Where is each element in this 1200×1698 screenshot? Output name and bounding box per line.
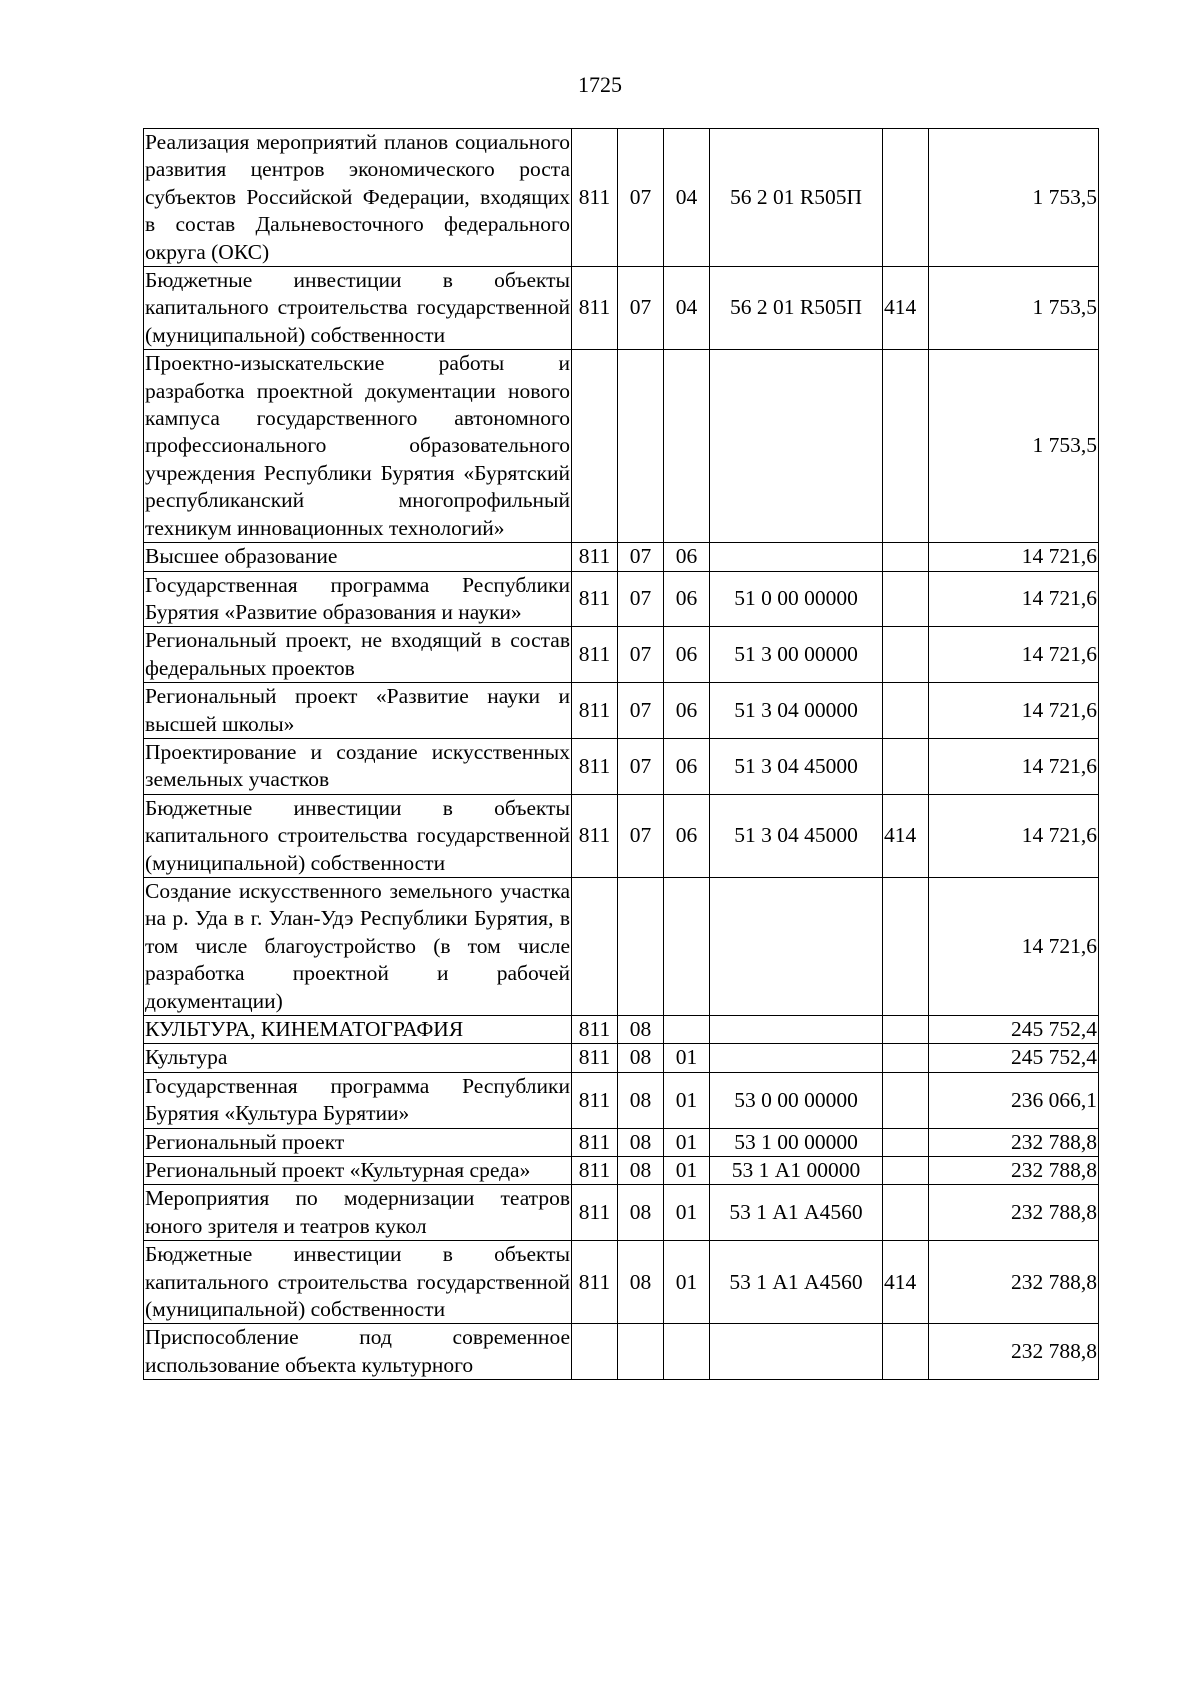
table-row <box>144 1044 1099 1072</box>
table-row <box>144 350 1099 543</box>
gr-code-cell: 811 <box>572 794 618 877</box>
pr-code-cell: 06 <box>664 543 710 571</box>
pr-code-cell: 01 <box>664 1185 710 1241</box>
csr-code-cell: 56 2 01 R505П <box>710 129 883 267</box>
vr-code-cell <box>883 1185 929 1241</box>
rz-code-cell: 07 <box>618 543 664 571</box>
table-row <box>144 1072 1099 1128</box>
csr-code-cell <box>710 877 883 1015</box>
vr-code-cell: 414 <box>883 267 929 350</box>
csr-code-cell: 53 1 А1 00000 <box>710 1157 883 1185</box>
csr-code-cell: 53 0 00 00000 <box>710 1072 883 1128</box>
item-name-cell: Проектирование и создание искусственных земельных участков <box>144 738 572 794</box>
vr-code-cell <box>883 877 929 1015</box>
vr-code-cell: 414 <box>883 794 929 877</box>
rz-code-cell: 07 <box>618 794 664 877</box>
pr-code-cell <box>664 1324 710 1380</box>
csr-code-cell: 53 1 А1 А4560 <box>710 1185 883 1241</box>
vr-code-cell <box>883 350 929 543</box>
rz-code-cell: 08 <box>618 1072 664 1128</box>
amount-cell: 14 721,6 <box>929 683 1099 739</box>
item-name-cell: Бюджетные инвестиции в объекты капитального строительства государственной (муниципальной) собственности <box>144 794 572 877</box>
amount-cell: 14 721,6 <box>929 794 1099 877</box>
csr-code-cell: 53 1 00 00000 <box>710 1128 883 1156</box>
item-name-cell: Региональный проект <box>144 1128 572 1156</box>
page-number: 1725 <box>578 72 622 97</box>
pr-code-cell: 01 <box>664 1044 710 1072</box>
csr-code-cell <box>710 350 883 543</box>
table-row <box>144 1128 1099 1156</box>
gr-code-cell: 811 <box>572 738 618 794</box>
gr-code-cell <box>572 350 618 543</box>
amount-cell: 232 788,8 <box>929 1185 1099 1241</box>
csr-code-cell <box>710 543 883 571</box>
pr-code-cell: 06 <box>664 571 710 627</box>
table-row <box>144 1241 1099 1324</box>
gr-code-cell: 811 <box>572 129 618 267</box>
gr-code-cell: 811 <box>572 1185 618 1241</box>
amount-cell: 1 753,5 <box>929 267 1099 350</box>
item-name-cell: Создание искусственного земельного участка на р. Уда в г. Улан-Удэ Республики Бурятия, в том числе благоустройство (в том числе разработка проектной и рабочей документации) <box>144 877 572 1015</box>
rz-code-cell: 07 <box>618 129 664 267</box>
budget-table-body <box>144 129 1099 1380</box>
item-name-cell: Бюджетные инвестиции в объекты капитального строительства государственной (муниципальной) собственности <box>144 1241 572 1324</box>
csr-code-cell: 51 3 00 00000 <box>710 627 883 683</box>
amount-cell: 14 721,6 <box>929 877 1099 1015</box>
table-row <box>144 543 1099 571</box>
pr-code-cell: 06 <box>664 627 710 683</box>
gr-code-cell: 811 <box>572 1072 618 1128</box>
pr-code-cell: 01 <box>664 1157 710 1185</box>
amount-cell: 245 752,4 <box>929 1044 1099 1072</box>
item-name-cell: Мероприятия по модернизации театров юного зрителя и театров кукол <box>144 1185 572 1241</box>
item-name-cell: Проектно-изыскательские работы и разработка проектной документации нового кампуса государственного автономного профессионального образовательного учреждения Республики Бурятия «Бурятский республиканский многопрофильный техникум инновационных технологий» <box>144 350 572 543</box>
csr-code-cell: 51 0 00 00000 <box>710 571 883 627</box>
amount-cell: 14 721,6 <box>929 627 1099 683</box>
rz-code-cell: 08 <box>618 1241 664 1324</box>
table-row <box>144 1185 1099 1241</box>
budget-table <box>143 128 1099 1380</box>
gr-code-cell <box>572 1324 618 1380</box>
rz-code-cell: 08 <box>618 1016 664 1044</box>
pr-code-cell: 04 <box>664 129 710 267</box>
pr-code-cell: 06 <box>664 738 710 794</box>
rz-code-cell: 08 <box>618 1128 664 1156</box>
rz-code-cell: 08 <box>618 1185 664 1241</box>
pr-code-cell <box>664 1016 710 1044</box>
rz-code-cell <box>618 877 664 1015</box>
table-row <box>144 129 1099 267</box>
csr-code-cell: 51 3 04 45000 <box>710 794 883 877</box>
amount-cell: 14 721,6 <box>929 571 1099 627</box>
table-row <box>144 1324 1099 1380</box>
csr-code-cell <box>710 1016 883 1044</box>
amount-cell: 1 753,5 <box>929 350 1099 543</box>
pr-code-cell: 06 <box>664 683 710 739</box>
csr-code-cell <box>710 1324 883 1380</box>
pr-code-cell: 06 <box>664 794 710 877</box>
rz-code-cell: 07 <box>618 627 664 683</box>
table-row <box>144 627 1099 683</box>
pr-code-cell <box>664 877 710 1015</box>
csr-code-cell <box>710 1044 883 1072</box>
rz-code-cell: 07 <box>618 683 664 739</box>
item-name-cell: Культура <box>144 1044 572 1072</box>
item-name-cell: Региональный проект «Культурная среда» <box>144 1157 572 1185</box>
pr-code-cell: 01 <box>664 1128 710 1156</box>
amount-cell: 245 752,4 <box>929 1016 1099 1044</box>
gr-code-cell: 811 <box>572 683 618 739</box>
amount-cell: 236 066,1 <box>929 1072 1099 1128</box>
rz-code-cell <box>618 1324 664 1380</box>
item-name-cell: Реализация мероприятий планов социального развития центров экономического роста субъектов Российской Федерации, входящих в состав Дальневосточного федерального округа (ОКС) <box>144 129 572 267</box>
rz-code-cell: 07 <box>618 571 664 627</box>
table-row <box>144 571 1099 627</box>
vr-code-cell <box>883 129 929 267</box>
gr-code-cell: 811 <box>572 1128 618 1156</box>
vr-code-cell: 414 <box>883 1241 929 1324</box>
csr-code-cell: 53 1 А1 А4560 <box>710 1241 883 1324</box>
gr-code-cell: 811 <box>572 1016 618 1044</box>
rz-code-cell <box>618 350 664 543</box>
gr-code-cell: 811 <box>572 1241 618 1324</box>
amount-cell: 1 753,5 <box>929 129 1099 267</box>
item-name-cell: Бюджетные инвестиции в объекты капитального строительства государственной (муниципальной) собственности <box>144 267 572 350</box>
vr-code-cell <box>883 1324 929 1380</box>
table-row <box>144 267 1099 350</box>
amount-cell: 232 788,8 <box>929 1324 1099 1380</box>
gr-code-cell: 811 <box>572 1044 618 1072</box>
item-name-cell: КУЛЬТУРА, КИНЕМАТОГРАФИЯ <box>144 1016 572 1044</box>
amount-cell: 14 721,6 <box>929 543 1099 571</box>
csr-code-cell: 51 3 04 00000 <box>710 683 883 739</box>
item-name-cell: Государственная программа Республики Бурятия «Развитие образования и науки» <box>144 571 572 627</box>
amount-cell: 232 788,8 <box>929 1241 1099 1324</box>
item-name-cell: Региональный проект «Развитие науки и высшей школы» <box>144 683 572 739</box>
vr-code-cell <box>883 1016 929 1044</box>
gr-code-cell: 811 <box>572 543 618 571</box>
table-row <box>144 738 1099 794</box>
table-row <box>144 877 1099 1015</box>
vr-code-cell <box>883 627 929 683</box>
csr-code-cell: 51 3 04 45000 <box>710 738 883 794</box>
vr-code-cell <box>883 543 929 571</box>
vr-code-cell <box>883 1157 929 1185</box>
gr-code-cell: 811 <box>572 267 618 350</box>
csr-code-cell: 56 2 01 R505П <box>710 267 883 350</box>
rz-code-cell: 08 <box>618 1044 664 1072</box>
table-row <box>144 794 1099 877</box>
vr-code-cell <box>883 683 929 739</box>
amount-cell: 14 721,6 <box>929 738 1099 794</box>
gr-code-cell: 811 <box>572 571 618 627</box>
gr-code-cell <box>572 877 618 1015</box>
item-name-cell: Высшее образование <box>144 543 572 571</box>
vr-code-cell <box>883 571 929 627</box>
table-row <box>144 1157 1099 1185</box>
pr-code-cell: 01 <box>664 1241 710 1324</box>
vr-code-cell <box>883 738 929 794</box>
table-row <box>144 1016 1099 1044</box>
amount-cell: 232 788,8 <box>929 1157 1099 1185</box>
rz-code-cell: 08 <box>618 1157 664 1185</box>
pr-code-cell: 04 <box>664 267 710 350</box>
item-name-cell: Государственная программа Республики Бурятия «Культура Бурятии» <box>144 1072 572 1128</box>
vr-code-cell <box>883 1128 929 1156</box>
vr-code-cell <box>883 1072 929 1128</box>
table-row <box>144 683 1099 739</box>
item-name-cell: Приспособление под современное использование объекта культурного <box>144 1324 572 1380</box>
vr-code-cell <box>883 1044 929 1072</box>
item-name-cell: Региональный проект, не входящий в состав федеральных проектов <box>144 627 572 683</box>
pr-code-cell: 01 <box>664 1072 710 1128</box>
rz-code-cell: 07 <box>618 267 664 350</box>
amount-cell: 232 788,8 <box>929 1128 1099 1156</box>
pr-code-cell <box>664 350 710 543</box>
gr-code-cell: 811 <box>572 627 618 683</box>
rz-code-cell: 07 <box>618 738 664 794</box>
gr-code-cell: 811 <box>572 1157 618 1185</box>
